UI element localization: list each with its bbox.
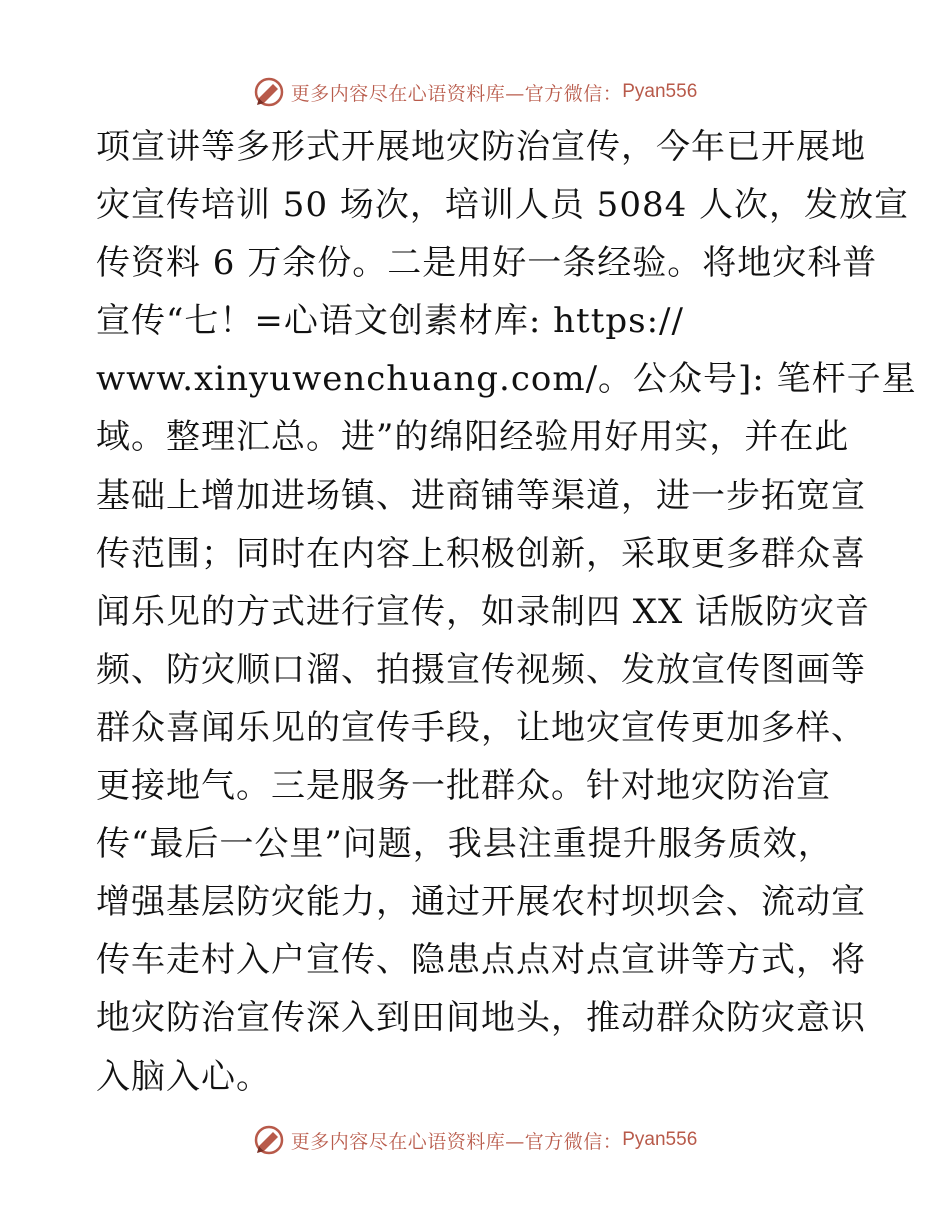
header-banner-text: 更多内容尽在心语资料库—官方微信： — [290, 82, 623, 105]
footer-banner-text: 更多内容尽在心语资料库—官方微信： — [290, 1130, 623, 1153]
body-line: 传“最后一公里”问题，我县注重提升服务质效， — [96, 824, 833, 865]
header-banner-handle: Pyan556 — [622, 81, 698, 102]
header-banner — [0, 72, 950, 112]
body-line: 宣传“七！=心语文创素材库: https:// — [96, 301, 684, 342]
body-line: 频、防灾顺口溜、拍摄宣传视频、发放宣传图画等 — [96, 649, 866, 690]
body-line: 灾宣传培训 50 场次，培训人员 5084 人次，发放宣 — [96, 185, 910, 226]
pen-logo-icon — [253, 76, 285, 108]
body-line: 闻乐见的方式进行宣传，如录制四 XX 话版防灾音 — [96, 591, 871, 632]
body-line: 域。整理汇总。进”的绵阳经验用好用实，并在此 — [96, 417, 850, 458]
footer-banner-handle: Pyan556 — [622, 1129, 698, 1150]
body-line: 基础上增加进场镇、进商铺等渠道，进一步拓宽宣 — [96, 475, 866, 516]
body-line: 增强基层防灾能力，通过开展农村坝坝会、流动宣 — [96, 882, 866, 923]
body-line: 传车走村入户宣传、隐患点点对点宣讲等方式，将 — [96, 940, 866, 981]
body-line: 群众喜闻乐见的宣传手段，让地灾宣传更加多样、 — [96, 707, 866, 748]
document-body — [96, 118, 917, 1106]
body-line: 地灾防治宣传深入到田间地头，推动群众防灾意识 — [96, 998, 866, 1039]
pen-logo-icon — [253, 1124, 285, 1156]
body-line: 入脑入心。 — [96, 1056, 271, 1097]
footer-banner — [0, 1120, 950, 1160]
body-line: 更接地气。三是服务一批群众。针对地灾防治宣 — [96, 766, 831, 807]
body-line: 项宣讲等多形式开展地灾防治宣传，今年已开展地 — [96, 127, 866, 167]
body-line: www.xinyuwenchuang.com/。公众号]: 笔杆子星 — [96, 359, 917, 400]
body-line: 传资料 6 万余份。二是用好一条经验。将地灾科普 — [96, 243, 878, 284]
body-line: 传范围；同时在内容上积极创新，采取更多群众喜 — [96, 533, 866, 574]
